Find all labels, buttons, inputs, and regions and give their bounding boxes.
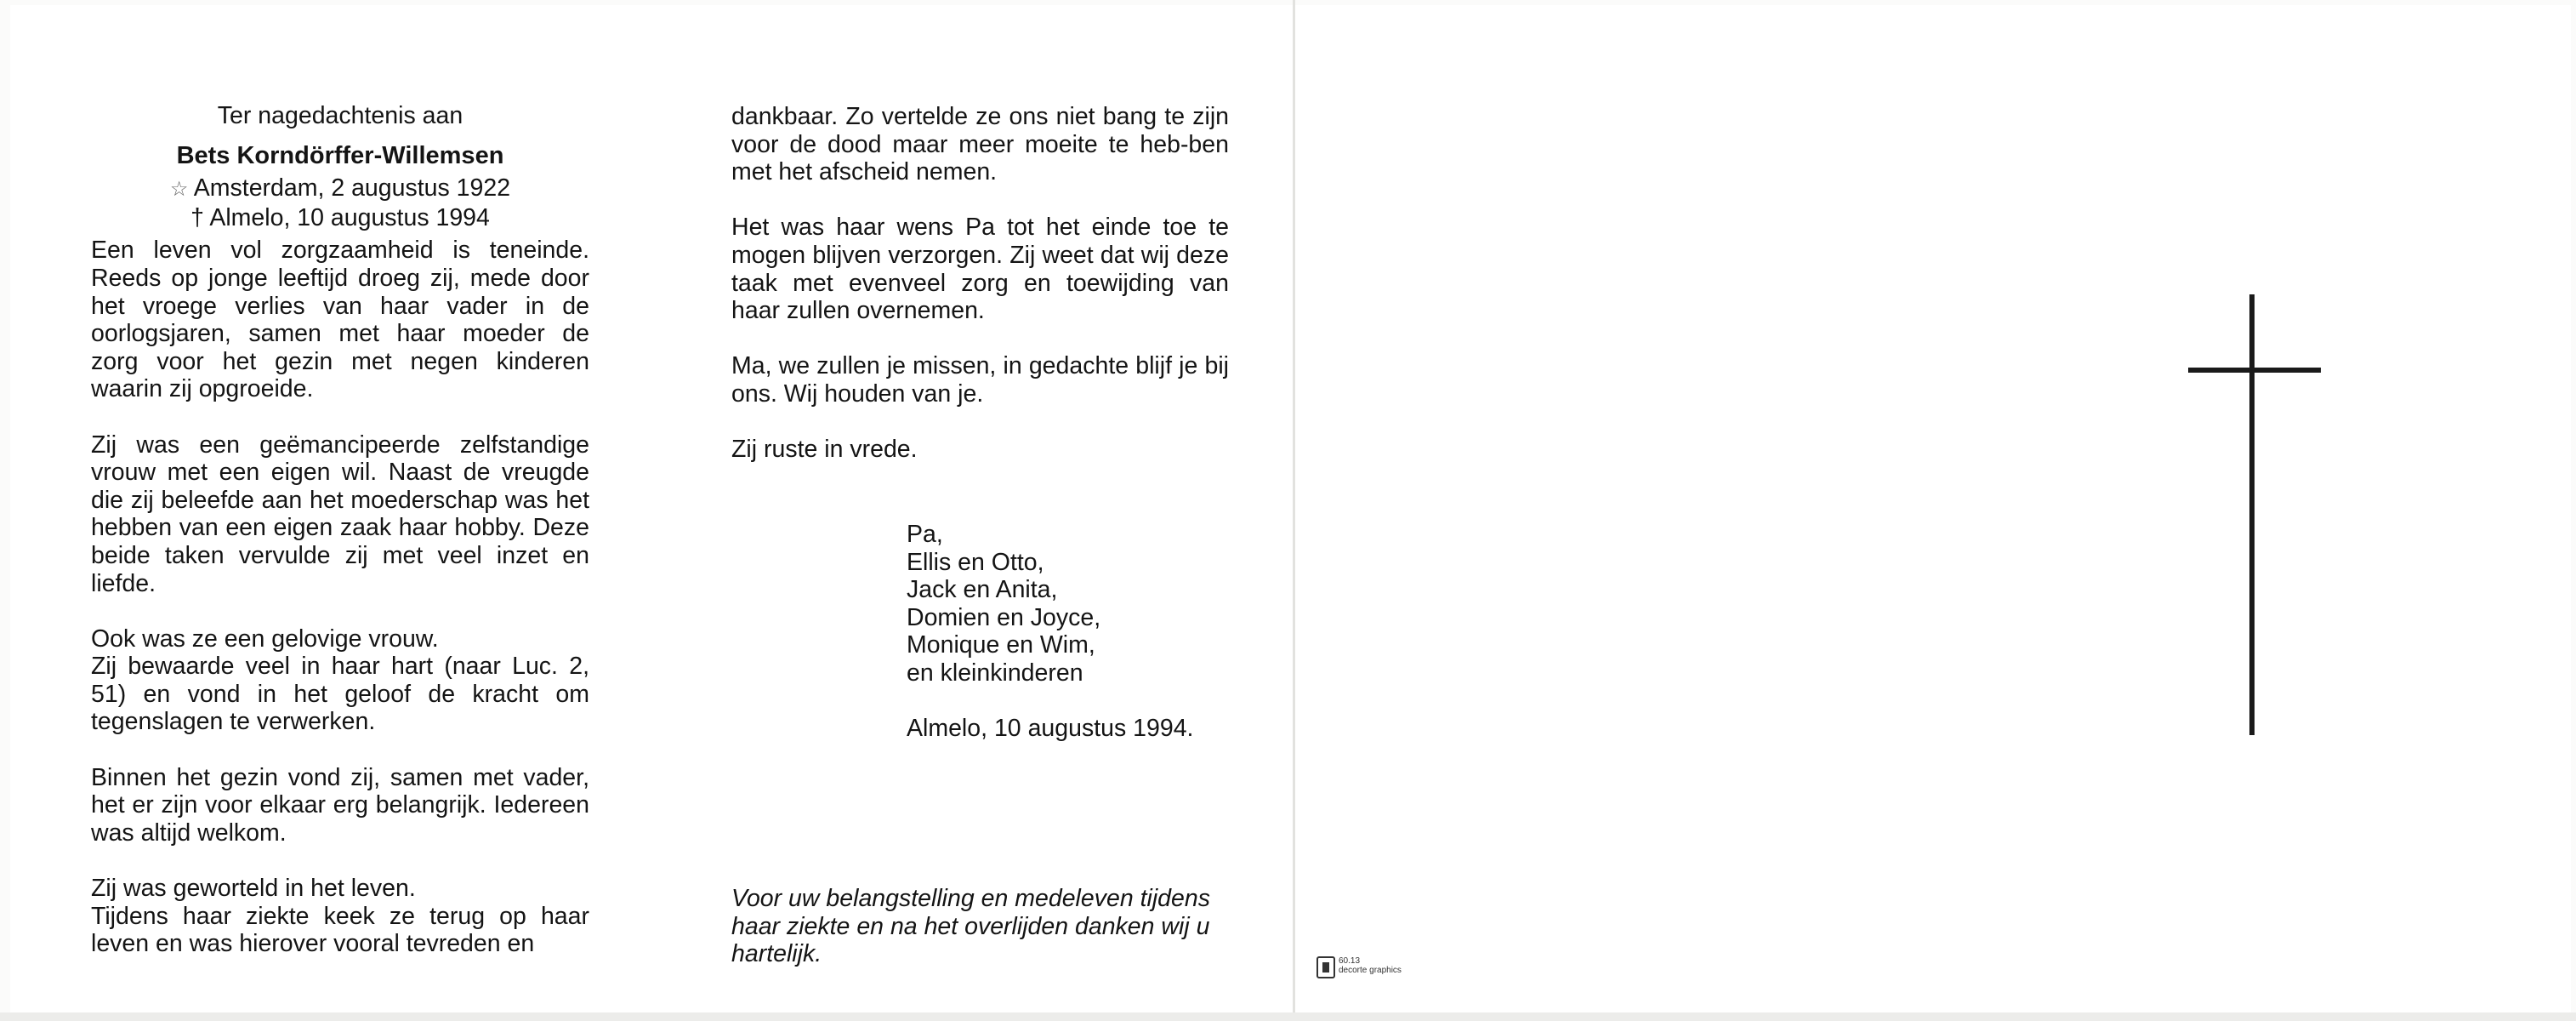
paragraph: Een leven vol zorgzaamheid is teneinde. Reeds op jonge leeftijd droeg zij, mede door het vroege verlies van haar vader in de oorlogsjaren, samen met haar moeder de zorg voor het gezin met negen kinderen waarin zij opgroeide. bbox=[91, 237, 589, 403]
paragraph: Zij bewaarde veel in haar hart (naar Luc. 2, 51) en vond in het geloof de kracht om tegenslagen te verwerken. bbox=[91, 653, 589, 736]
death-line bbox=[91, 204, 589, 232]
cross-vertical-bar bbox=[2249, 294, 2255, 735]
paragraph: Zij ruste in vrede. bbox=[731, 436, 918, 464]
left-column bbox=[91, 102, 589, 958]
signature-name: Pa, bbox=[907, 521, 943, 548]
signature-name: Jack en Anita, bbox=[907, 576, 1058, 604]
printer-logo-icon bbox=[1316, 956, 1335, 978]
death-text: Almelo, 10 augustus 1994 bbox=[209, 203, 490, 231]
place-date: Almelo, 10 augustus 1994. bbox=[907, 715, 1194, 743]
printer-name: decorte graphics bbox=[1339, 966, 1402, 975]
dagger-icon: † bbox=[190, 203, 204, 231]
paragraph-line: Zij was geworteld in het leven. bbox=[91, 875, 416, 903]
page-edge bbox=[0, 1012, 2576, 1021]
printer-mark bbox=[1316, 956, 1402, 978]
signature-name: Ellis en Otto, bbox=[907, 548, 1044, 576]
signature-name: Monique en Wim, bbox=[907, 631, 1095, 659]
star-icon: ☆ bbox=[169, 178, 189, 202]
cross-horizontal-bar bbox=[2188, 368, 2321, 373]
printer-text bbox=[1339, 956, 1402, 975]
paragraph: Tijdens haar ziekte keek ze terug op haar leven en was hierover vooral tevreden en bbox=[91, 902, 589, 958]
signatures bbox=[907, 521, 1193, 743]
paragraph: Het was haar wens Pa tot het einde toe te mogen blijven verzorgen. Zij weet dat wij deze taak met evenveel zorg en toewijding van haar zullen overnemen. bbox=[731, 214, 1229, 325]
birth-text: Amsterdam, 2 augustus 1922 bbox=[193, 174, 511, 202]
cross-panel bbox=[1295, 5, 2571, 1012]
intro-text: Ter nagedachtenis aan bbox=[217, 102, 463, 129]
paragraph: Zij was een geëmancipeerde zelfstandige vrouw met een eigen wil. Naast de vreugde die zij beleefde aan het moederschap was het hebben van een eigen zaak haar hobby. Deze beide taken vervulde zij met veel inzet en liefde. bbox=[91, 431, 589, 597]
paragraph: dankbaar. Zo vertelde ze ons niet bang te zijn voor de dood maar meer moeite te heb-ben met het afscheid nemen. bbox=[731, 103, 1229, 186]
paragraph: Ma, we zullen je missen, in gedachte blijf je bij ons. Wij houden van je. bbox=[731, 352, 1229, 408]
printer-code: 60.13 bbox=[1339, 956, 1361, 966]
birth-line bbox=[91, 174, 589, 204]
header bbox=[91, 102, 589, 231]
deceased-name: Bets Korndörffer-Willemsen bbox=[176, 141, 504, 169]
signature-name: en kleinkinderen bbox=[907, 659, 1083, 687]
paragraph: Binnen het gezin vond zij, samen met vader, het er zijn voor elkaar erg belangrijk. Iedereen was altijd welkom. bbox=[91, 763, 589, 847]
middle-column bbox=[731, 103, 1229, 464]
paragraph-line: Ook was ze een gelovige vrouw. bbox=[91, 625, 439, 653]
closing-thanks: Voor uw belangstelling en medeleven tijdens haar ziekte en na het overlijden danken wij u hartelijk. bbox=[731, 885, 1210, 968]
signature-name: Domien en Joyce, bbox=[907, 603, 1101, 631]
